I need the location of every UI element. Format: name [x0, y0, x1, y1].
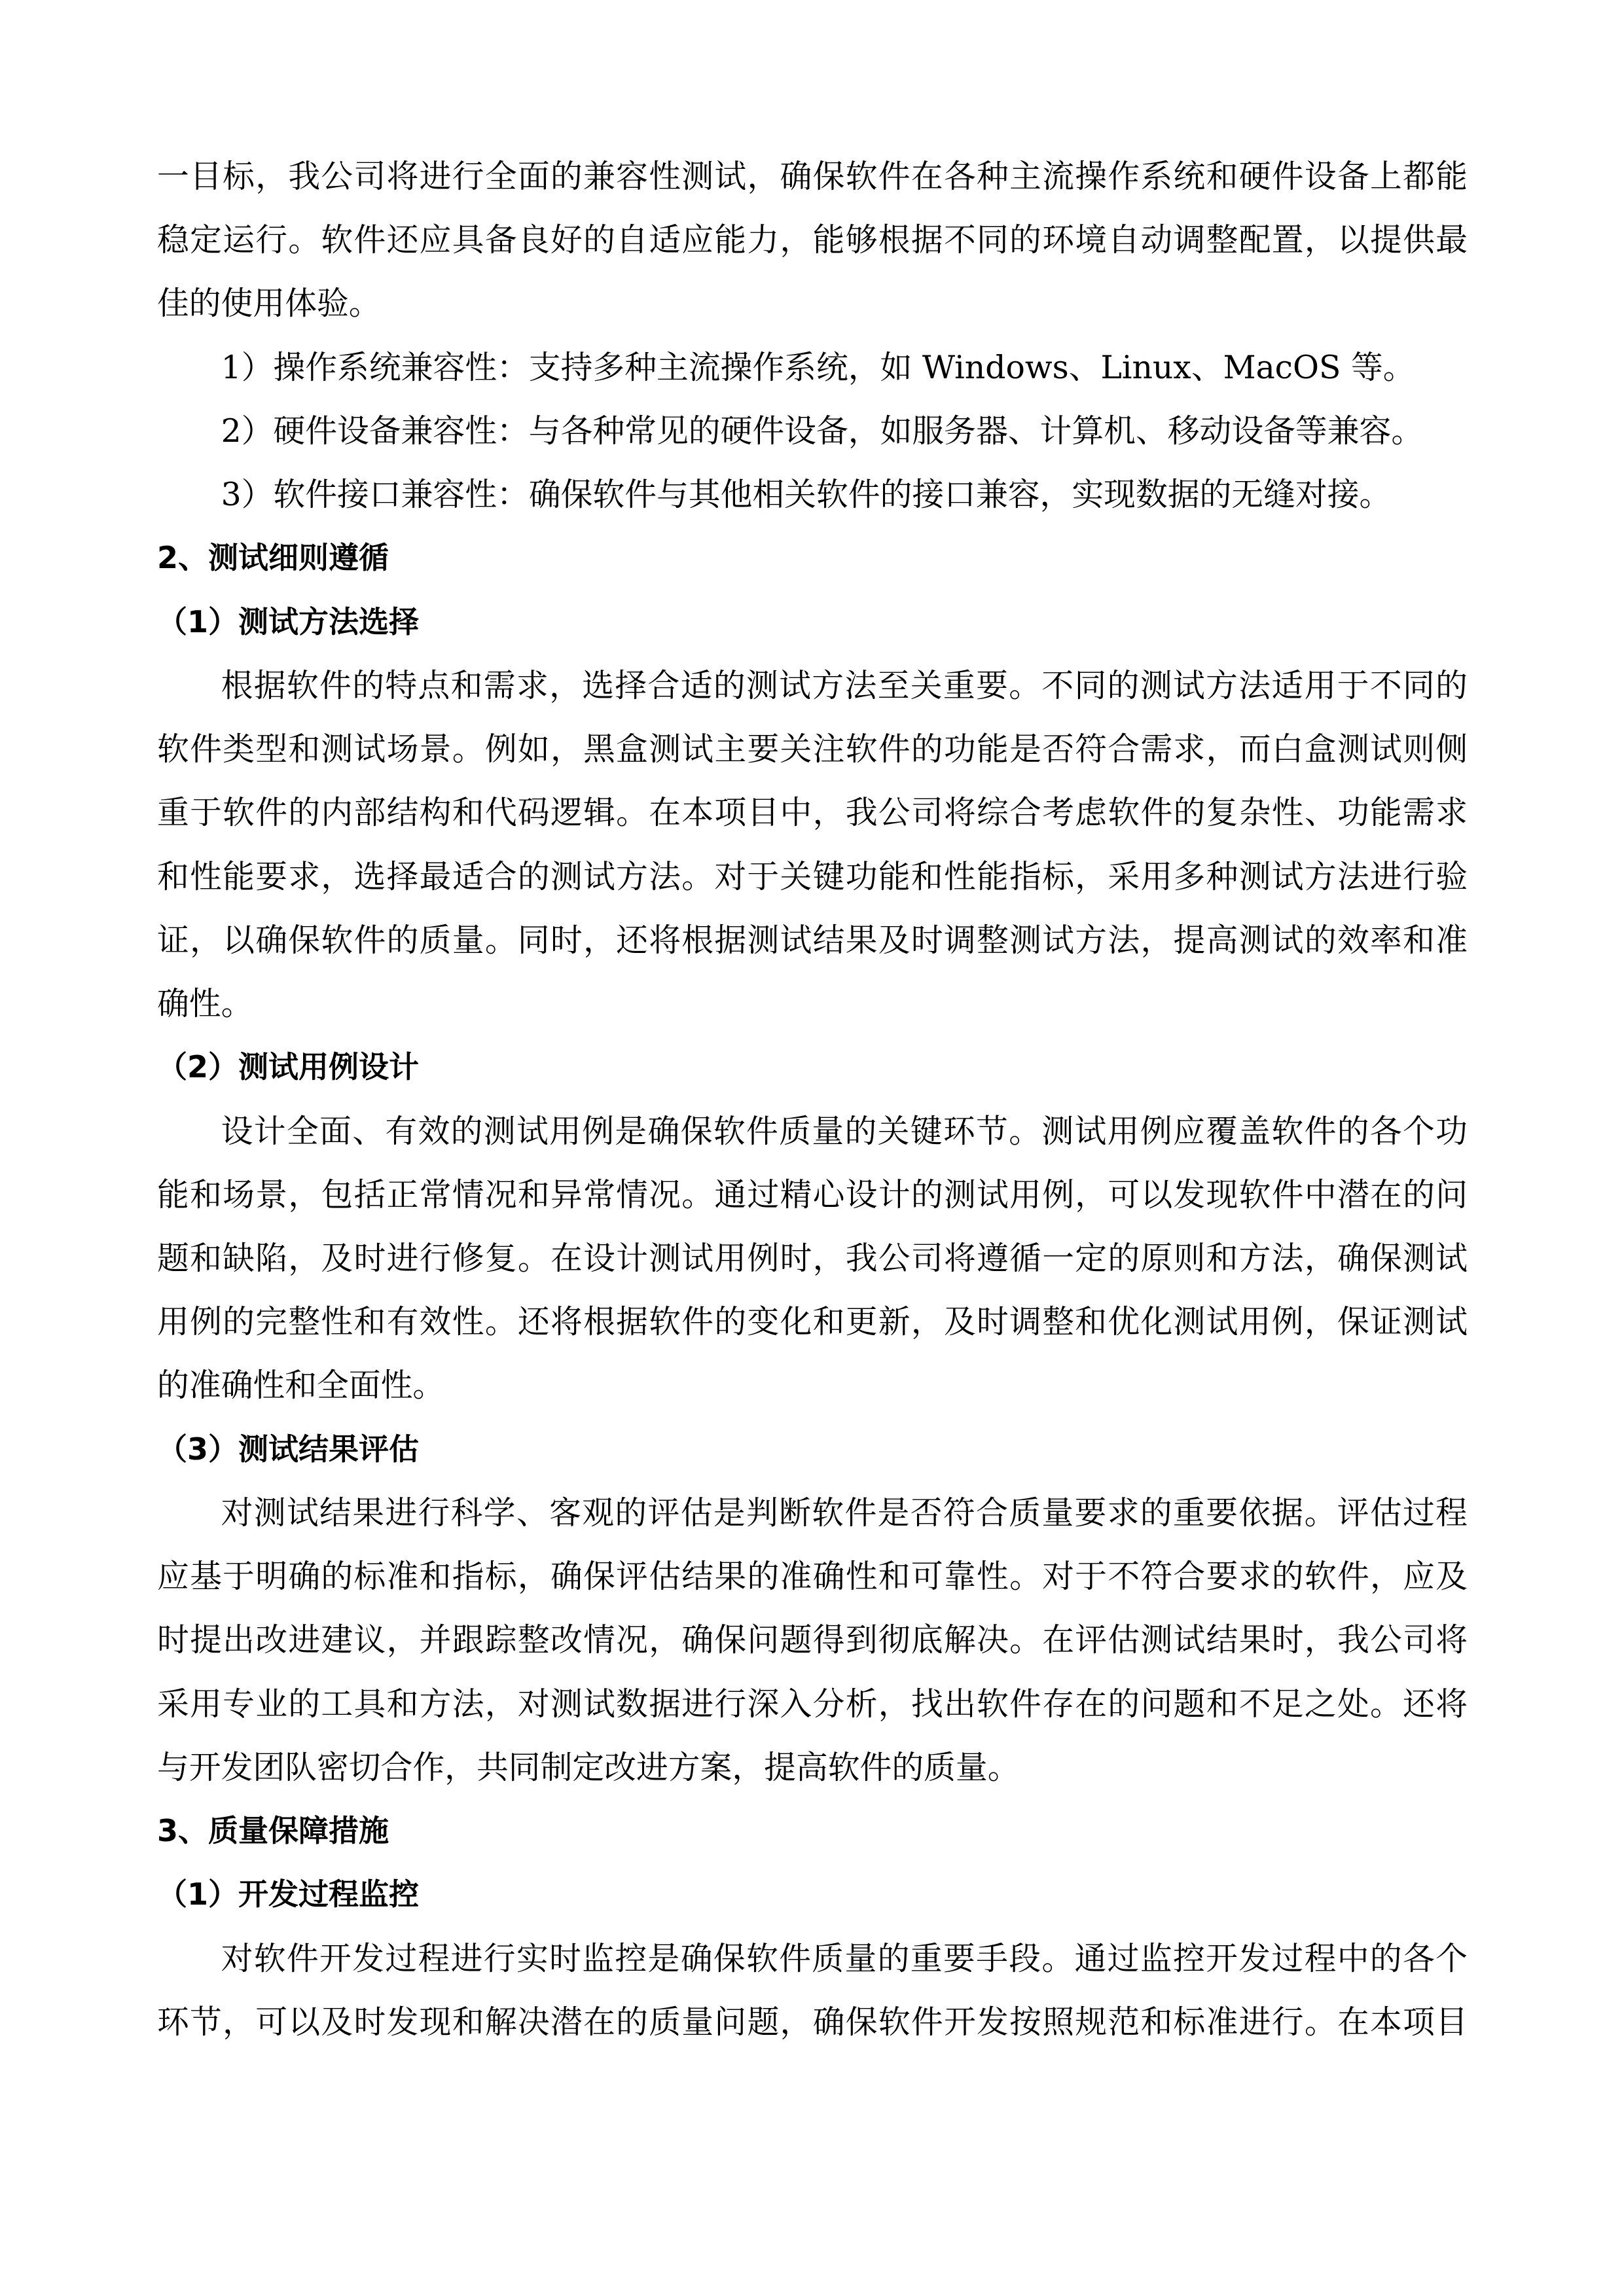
subsection-heading-test-method: （1）测试方法选择 — [157, 603, 420, 639]
section-heading-quality-assurance: 3、质量保障措施 — [157, 1813, 389, 1849]
paragraph-line: 能和场景，包括正常情况和异常情况。通过精心设计的测试用例，可以发现软件中潜在的问 — [157, 1175, 1469, 1213]
paragraph-line: 应基于明确的标准和指标，确保评估结果的准确性和可靠性。对于不符合要求的软件，应及 — [157, 1558, 1469, 1596]
paragraph-line: 的准确性和全面性。 — [157, 1367, 445, 1405]
paragraph-line: 软件类型和测试场景。例如，黑盒测试主要关注软件的功能是否符合需求，而白盒测试则侧 — [157, 730, 1469, 768]
paragraph-line: 确性。 — [157, 985, 253, 1023]
paragraph-line: 环节，可以及时发现和解决潜在的质量问题，确保软件开发按照规范和标准进行。在本项目 — [157, 2003, 1469, 2041]
paragraph-line: 用例的完整性和有效性。还将根据软件的变化和更新，及时调整和优化测试用例，保证测试 — [157, 1303, 1469, 1341]
paragraph-line: 和性能要求，选择最适合的测试方法。对于关键功能和性能指标，采用多种测试方法进行验 — [157, 857, 1469, 895]
section-heading-test-rules: 2、测试细则遵循 — [157, 540, 389, 576]
list-item-interface-compatibility: 3）软件接口兼容性：确保软件与其他相关软件的接口兼容，实现数据的无缝对接。 — [221, 476, 1392, 514]
paragraph-line: 采用专业的工具和方法，对测试数据进行深入分析，找出软件存在的问题和不足之处。还将 — [157, 1685, 1469, 1723]
paragraph-line: 与开发团队密切合作，共同制定改进方案，提高软件的质量。 — [157, 1748, 1020, 1786]
list-item-hardware-compatibility: 2）硬件设备兼容性：与各种常见的硬件设备，如服务器、计算机、移动设备等兼容。 — [221, 412, 1424, 450]
paragraph-line: 稳定运行。软件还应具备良好的自适应能力，能够根据不同的环境自动调整配置，以提供最 — [157, 221, 1469, 259]
subsection-heading-test-result-evaluation: （3）测试结果评估 — [157, 1431, 420, 1467]
paragraph-line: 根据软件的特点和需求，选择合适的测试方法至关重要。不同的测试方法适用于不同的 — [221, 666, 1469, 704]
list-item-os-compatibility: 1）操作系统兼容性：支持多种主流操作系统，如 Windows、Linux、MacOS 等。 — [221, 348, 1415, 386]
subsection-heading-development-monitoring: （1）开发过程监控 — [157, 1876, 420, 1912]
paragraph-line: 重于软件的内部结构和代码逻辑。在本项目中，我公司将综合考虑软件的复杂性、功能需求 — [157, 794, 1469, 832]
document-page — [157, 145, 1468, 2054]
paragraph-line: 证，以确保软件的质量。同时，还将根据测试结果及时调整测试方法，提高测试的效率和准 — [157, 921, 1469, 959]
paragraph-line: 对测试结果进行科学、客观的评估是判断软件是否符合质量要求的重要依据。评估过程 — [221, 1494, 1469, 1532]
paragraph-line: 佳的使用体验。 — [157, 285, 381, 323]
paragraph-line: 题和缺陷，及时进行修复。在设计测试用例时，我公司将遵循一定的原则和方法，确保测试 — [157, 1239, 1469, 1277]
paragraph-line: 一目标，我公司将进行全面的兼容性测试，确保软件在各种主流操作系统和硬件设备上都能 — [157, 158, 1469, 195]
paragraph-line: 设计全面、有效的测试用例是确保软件质量的关键环节。测试用例应覆盖软件的各个功 — [221, 1112, 1469, 1150]
paragraph-line: 对软件开发过程进行实时监控是确保软件质量的重要手段。通过监控开发过程中的各个 — [221, 1939, 1469, 1977]
subsection-heading-test-case-design: （2）测试用例设计 — [157, 1049, 420, 1085]
paragraph-line: 时提出改进建议，并跟踪整改情况，确保问题得到彻底解决。在评估测试结果时，我公司将 — [157, 1621, 1469, 1659]
